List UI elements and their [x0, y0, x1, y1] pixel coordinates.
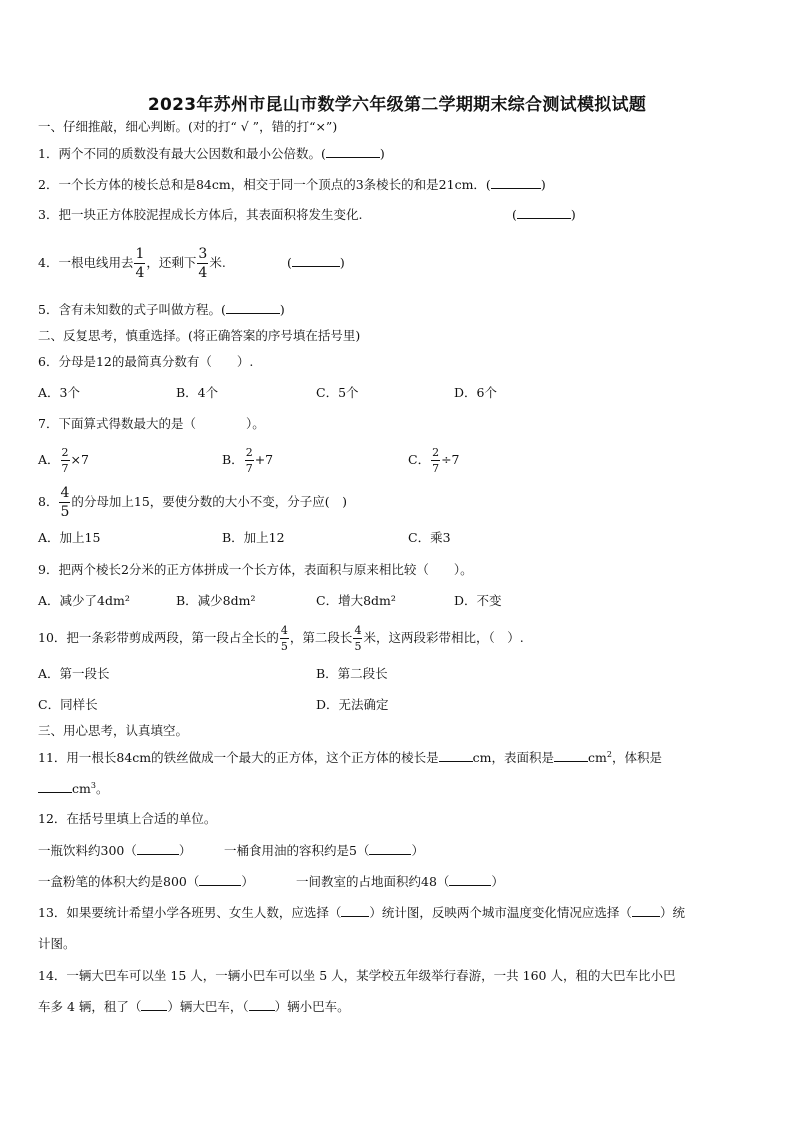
question-9: 9．把两个棱长2分米的正方体拼成一个长方体，表面积与原来相比较（ ）。 [38, 562, 473, 577]
answer-blank[interactable] [341, 905, 369, 917]
question-3-answer: ( ) [512, 207, 576, 222]
answer-blank[interactable] [249, 999, 275, 1011]
fraction: $\frac{3}{4}$ [198, 246, 208, 281]
option-c[interactable]: C． $\frac{2}{7}$ ÷7 [408, 446, 460, 475]
question-8: 8． $\frac{4}{5}$ 的分母加上15，要使分数的大小不变，分子应( ) [38, 485, 348, 520]
option-b[interactable]: B．4个 [176, 385, 219, 400]
answer-blank[interactable] [439, 750, 473, 762]
section-3-header: 三、用心思考，认真填空。 [38, 723, 189, 738]
fraction: $\frac{4}{5}$ [280, 624, 288, 653]
answer-blank[interactable] [226, 302, 280, 314]
question-12-item: 一桶食用油的容积约是5（ ） [224, 843, 424, 858]
question-12-item: 一间教室的占地面积约48（ ） [296, 874, 504, 889]
question-7: 7．下面算式得数最大的是（ ）。 [38, 416, 265, 431]
answer-blank[interactable] [632, 905, 660, 917]
answer-blank[interactable] [38, 781, 72, 793]
fraction: $\frac{2}{7}$ [61, 446, 69, 475]
question-13: 13．如果要统计希望小学各班男、女生人数，应选择（ ）统计图，反映两个城市温度变化情况应选择（ ）统 [38, 905, 685, 920]
answer-blank[interactable] [199, 874, 241, 886]
option-a[interactable]: A．第一段长 [38, 666, 110, 681]
answer-blank[interactable] [449, 874, 491, 886]
answer-blank[interactable] [137, 843, 179, 855]
question-11-cont: $cm^3$。 [38, 781, 108, 797]
question-13-cont: 计图。 [38, 936, 76, 951]
option-d[interactable]: D．不变 [454, 593, 502, 608]
option-a[interactable]: A．3个 [38, 385, 80, 400]
option-d[interactable]: D．6个 [454, 385, 497, 400]
option-a[interactable]: A．加上15 [38, 530, 101, 545]
question-11: 11．用一根长84cm的铁丝做成一个最大的正方体，这个正方体的棱长是 cm，表面积是 $cm^2$，体积是 [38, 750, 662, 765]
answer-blank[interactable] [369, 843, 411, 855]
question-12-item: 一盒粉笔的体积大约是800（ ） [38, 874, 254, 889]
option-c[interactable]: C．乘3 [408, 530, 451, 545]
question-12-item: 一瓶饮料约300（ ） [38, 843, 192, 858]
section-1-header: 一、仔细推敲，细心判断。(对的打“ √ ”，错的打“×”) [38, 119, 338, 134]
fraction: $\frac{4}{5}$ [60, 485, 70, 520]
answer-blank[interactable] [326, 146, 380, 158]
option-b[interactable]: B．加上12 [222, 530, 285, 545]
question-1: 1．两个不同的质数没有最大公因数和最小公倍数。( ) [38, 146, 385, 161]
question-10: 10．把一条彩带剪成两段，第一段占全长的 $\frac{4}{5}$ ，第二段长 $\frac{4}{5}$ 米，这两段彩带相比，（ ）. [38, 624, 524, 653]
question-2: 2．一个长方体的棱长总和是84cm，相交于同一个顶点的3条棱长的和是21cm．( ) [38, 177, 546, 192]
answer-blank[interactable] [491, 177, 541, 189]
page-title: 2023年苏州市昆山市数学六年级第二学期期末综合测试模拟试题 [147, 95, 647, 115]
question-4: 4．一根电线用去 $\frac{1}{4}$ ，还剩下 $\frac{3}{4}$ 米. [38, 246, 226, 281]
option-c[interactable]: C．同样长 [38, 697, 98, 712]
section-2-header: 二、反复思考，慎重选择。(将正确答案的序号填在括号里) [38, 328, 361, 343]
option-b[interactable]: B．减少8dm² [176, 593, 256, 608]
option-a[interactable]: A．减少了4dm² [38, 593, 130, 608]
fraction: $\frac{4}{5}$ [354, 624, 362, 653]
option-c[interactable]: C．5个 [316, 385, 359, 400]
option-b[interactable]: B． $\frac{2}{7}$ +7 [222, 446, 274, 475]
fraction: $\frac{2}{7}$ [432, 446, 440, 475]
option-a[interactable]: A． $\frac{2}{7}$ ×7 [38, 446, 89, 475]
question-6: 6．分母是12的最简真分数有（ ）. [38, 354, 254, 369]
question-14-cont: 车多 4 辆，租了（ ）辆大巴车，（ ）辆小巴车。 [38, 999, 350, 1014]
fraction: $\frac{2}{7}$ [245, 446, 253, 475]
option-b[interactable]: B．第二段长 [316, 666, 388, 681]
answer-blank[interactable] [292, 255, 340, 267]
option-c[interactable]: C．增大8dm² [316, 593, 396, 608]
answer-blank[interactable] [517, 207, 571, 219]
answer-blank[interactable] [141, 999, 167, 1011]
question-4-answer: ( ) [287, 255, 345, 270]
question-12: 12．在括号里填上合适的单位。 [38, 811, 217, 826]
answer-blank[interactable] [554, 750, 588, 762]
question-5: 5．含有未知数的式子叫做方程。( ) [38, 302, 285, 317]
question-14: 14．一辆大巴车可以坐 15 人，一辆小巴车可以坐 5 人，某学校五年级举行春游，一共 160 人，租的大巴车比小巴 [38, 968, 676, 983]
question-3: 3．把一块正方体胶泥捏成长方体后，其表面积将发生变化. [38, 207, 363, 222]
option-d[interactable]: D．无法确定 [316, 697, 389, 712]
fraction: $\frac{1}{4}$ [135, 246, 145, 281]
